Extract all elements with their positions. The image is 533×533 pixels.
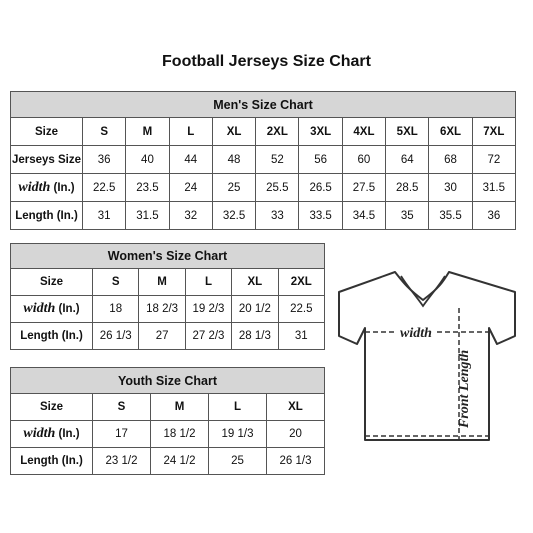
- table-row: [11, 269, 325, 296]
- size-header: L: [209, 394, 267, 421]
- size-header: 4XL: [342, 118, 385, 146]
- row-label: [11, 421, 93, 448]
- table-cell: 27.5: [342, 174, 385, 202]
- youth-size-table: [10, 367, 325, 475]
- size-header: M: [126, 118, 169, 146]
- size-header: M: [139, 269, 185, 296]
- row-label: [11, 296, 93, 323]
- table-cell: 31: [278, 323, 324, 350]
- size-header: 2XL: [256, 118, 299, 146]
- unit-label: (In.): [53, 181, 75, 194]
- size-header: XL: [232, 269, 278, 296]
- jersey-collar: [401, 276, 445, 306]
- sleeve-seam-right: [489, 328, 497, 344]
- table-row: [11, 118, 516, 146]
- size-header: 2XL: [278, 269, 324, 296]
- table-cell: 30: [429, 174, 472, 202]
- page-title: Football Jerseys Size Chart: [162, 53, 371, 70]
- table-cell: 17: [93, 421, 151, 448]
- row-label: Length (In.): [11, 323, 93, 350]
- table-cell: 27 2/3: [185, 323, 231, 350]
- table-row: [11, 394, 325, 421]
- size-header: XL: [212, 118, 255, 146]
- jersey-diagram: [337, 268, 519, 456]
- table-row: [11, 448, 325, 475]
- width-diagram-label: width: [400, 326, 432, 341]
- table-cell: 32.5: [212, 202, 255, 230]
- womens-caption: Women's Size Chart: [11, 244, 325, 269]
- size-header: L: [185, 269, 231, 296]
- table-cell: 18 2/3: [139, 296, 185, 323]
- row-label: Length (In.): [11, 202, 83, 230]
- table-cell: 52: [256, 146, 299, 174]
- table-row: [11, 146, 516, 174]
- table-cell: 28 1/3: [232, 323, 278, 350]
- size-header: S: [83, 118, 126, 146]
- table-cell: 31.5: [472, 174, 515, 202]
- mens-size-table: [10, 91, 516, 230]
- size-label: Size: [11, 118, 83, 146]
- size-label: Size: [11, 394, 93, 421]
- table-cell: 23.5: [126, 174, 169, 202]
- table-cell: 35.5: [429, 202, 472, 230]
- size-header: 7XL: [472, 118, 515, 146]
- table-row: [11, 296, 325, 323]
- size-header: XL: [267, 394, 325, 421]
- womens-size-table: [10, 243, 325, 350]
- table-cell: 34.5: [342, 202, 385, 230]
- table-cell: 26.5: [299, 174, 342, 202]
- table-cell: 20 1/2: [232, 296, 278, 323]
- size-header: S: [93, 394, 151, 421]
- size-header: M: [151, 394, 209, 421]
- table-cell: 35: [386, 202, 429, 230]
- table-cell: 32: [169, 202, 212, 230]
- youth-caption: Youth Size Chart: [11, 368, 325, 394]
- table-cell: 64: [386, 146, 429, 174]
- table-cell: 40: [126, 146, 169, 174]
- width-label: width: [23, 301, 56, 316]
- table-cell: 68: [429, 146, 472, 174]
- size-label: Size: [11, 269, 93, 296]
- size-header: L: [169, 118, 212, 146]
- table-cell: 18: [93, 296, 139, 323]
- table-cell: 24 1/2: [151, 448, 209, 475]
- table-cell: 36: [83, 146, 126, 174]
- table-cell: 33: [256, 202, 299, 230]
- row-label: Length (In.): [11, 448, 93, 475]
- table-cell: 25.5: [256, 174, 299, 202]
- table-row: [11, 174, 516, 202]
- jersey-outline: [339, 272, 515, 440]
- length-diagram-label: Front Length: [457, 349, 472, 428]
- unit-label: (In.): [58, 428, 80, 440]
- table-cell: 19 2/3: [185, 296, 231, 323]
- table-cell: 18 1/2: [151, 421, 209, 448]
- table-row: [11, 421, 325, 448]
- table-cell: 27: [139, 323, 185, 350]
- size-header: S: [93, 269, 139, 296]
- table-cell: 26 1/3: [93, 323, 139, 350]
- table-cell: 56: [299, 146, 342, 174]
- row-label: Jerseys Size: [11, 146, 83, 174]
- table-cell: 72: [472, 146, 515, 174]
- row-label: [11, 174, 83, 202]
- table-cell: 20: [267, 421, 325, 448]
- table-cell: 31.5: [126, 202, 169, 230]
- table-cell: 23 1/2: [93, 448, 151, 475]
- table-row: [11, 202, 516, 230]
- table-cell: 22.5: [83, 174, 126, 202]
- table-cell: 28.5: [386, 174, 429, 202]
- size-header: 6XL: [429, 118, 472, 146]
- table-cell: 26 1/3: [267, 448, 325, 475]
- table-cell: 24: [169, 174, 212, 202]
- mens-caption: Men's Size Chart: [11, 92, 516, 118]
- table-cell: 22.5: [278, 296, 324, 323]
- size-header: 3XL: [299, 118, 342, 146]
- table-cell: 25: [212, 174, 255, 202]
- table-cell: 25: [209, 448, 267, 475]
- unit-label: (In.): [58, 303, 80, 315]
- width-label: width: [18, 179, 51, 195]
- table-row: [11, 323, 325, 350]
- table-cell: 19 1/3: [209, 421, 267, 448]
- table-cell: 60: [342, 146, 385, 174]
- table-cell: 33.5: [299, 202, 342, 230]
- table-cell: 31: [83, 202, 126, 230]
- table-cell: 48: [212, 146, 255, 174]
- size-header: 5XL: [386, 118, 429, 146]
- sleeve-seam-left: [357, 328, 365, 344]
- width-label: width: [23, 426, 56, 441]
- table-cell: 44: [169, 146, 212, 174]
- table-cell: 36: [472, 202, 515, 230]
